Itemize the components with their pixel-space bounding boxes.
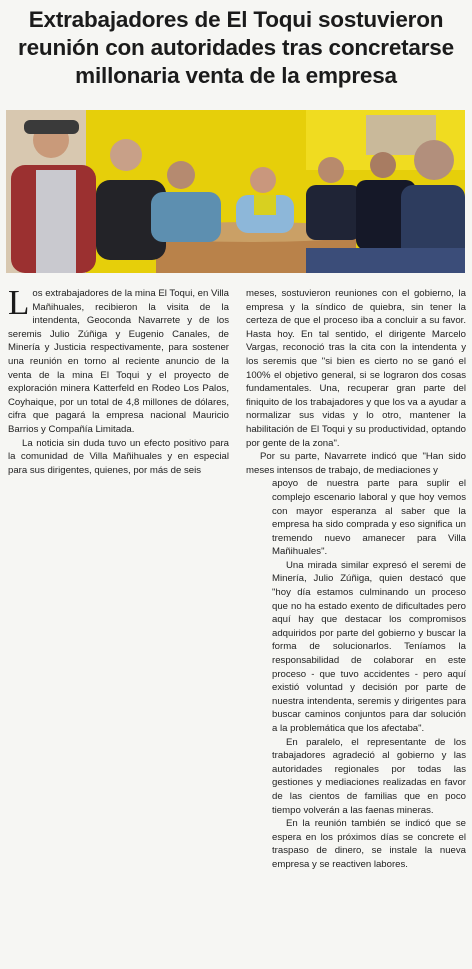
meeting-photo-illustration [6, 110, 465, 273]
paragraph-6: En la reunión también se indicó que se espera en los próximos días se concrete el traspaso de dinero, se instale la nueva empresa y se reactiven labores. [272, 818, 466, 870]
drop-cap: L [8, 283, 30, 322]
lead-paragraph [8, 283, 229, 437]
left-column [8, 283, 229, 477]
paragraph-4: Una mirada similar expresó el seremi de Minería, Julio Zúñiga, quien destacó que "hoy día estamos culminando un proceso que no ha estado exento de dificultades pero aquí hay que destacar los compromisos adquiridos por parte del gobierno y buscar la forma de solucionarlos. Teníamos la responsabilidad de colaborar en este proceso - que tuvo accidentes - pero aquí existió voluntad y decisión por parte de nuestra intendenta, seremis y dirigentes para buscar caminos conjuntos para dar solución a la problemática que los afectaba". [272, 559, 466, 734]
paragraph-3: Por su parte, Navarrete indicó que "Han sido meses intensos de trabajo, de mediaciones y [246, 451, 466, 476]
meeting-photo [6, 110, 465, 273]
article-headline: Extrabajadores de El Toqui sostuvieron reunión con autoridades tras concretarse millonaria venta de la empresa [18, 7, 454, 88]
lead-paragraph-text: os extrabajadores de la mina El Toqui, en Villa Mañihuales, recibieron la visita de la intendenta, Geoconda Navarrete y de los seremis Julio Zúñiga y Eugenio Canales, de Minería y Justicia respectivamente, para sostener una reunión en torno al reciente anuncio de la venta de la mina El Toqui y el proyecto de exploración minera Katterfeld en Rodeo Los Palos, Coyhaique, por un total de 4,8 millones de dólares, cifra que pagará la empresa nacional Mauricio Barrios y Compañía Limitada. [8, 288, 229, 435]
paragraph-2: La noticia sin duda tuvo un efecto positivo para la comunidad de Villa Mañihuales y en especial para sus dirigentes, quienes, por más de seis [8, 437, 229, 476]
right-column [246, 287, 466, 872]
paragraph-5: En paralelo, el representante de los trabajadores agradeció al gobierno y las autoridades regionales por todas las gestiones y mediaciones realizadas en favor de las cientos de familias que en poco tiempo volverán a las faenas mineras. [272, 736, 466, 816]
paragraph-3-continued: apoyo de nuestra parte para suplir el complejo escenario laboral y que hoy vemos con mayor esperanza al saber que la empresa ha sido comprada y eso significa un tremendo nuevo amanecer para Villa Mañihuales". [272, 478, 466, 558]
paragraph-2-continued: meses, sostuvieron reuniones con el gobierno, la empresa y la síndico de quiebra, sin tener la certeza de que el proceso iba a concluir a su favor. Hasta hoy. En tal sentido, el dirigente Marcelo Vargas, reconoció tras la cita con la intendenta y los seremis que "si bien es cierto no se ganó el 100% el objetivo general, si se lograron dos cosas fundamentales. Una, recuperar gran parte del finiquito de los trabajadores y que los va a ayudar a normalizar sus vidas y lo otro, mantener la habilitación de El Toqui y su productividad, optando por gente de la zona". [246, 288, 466, 449]
